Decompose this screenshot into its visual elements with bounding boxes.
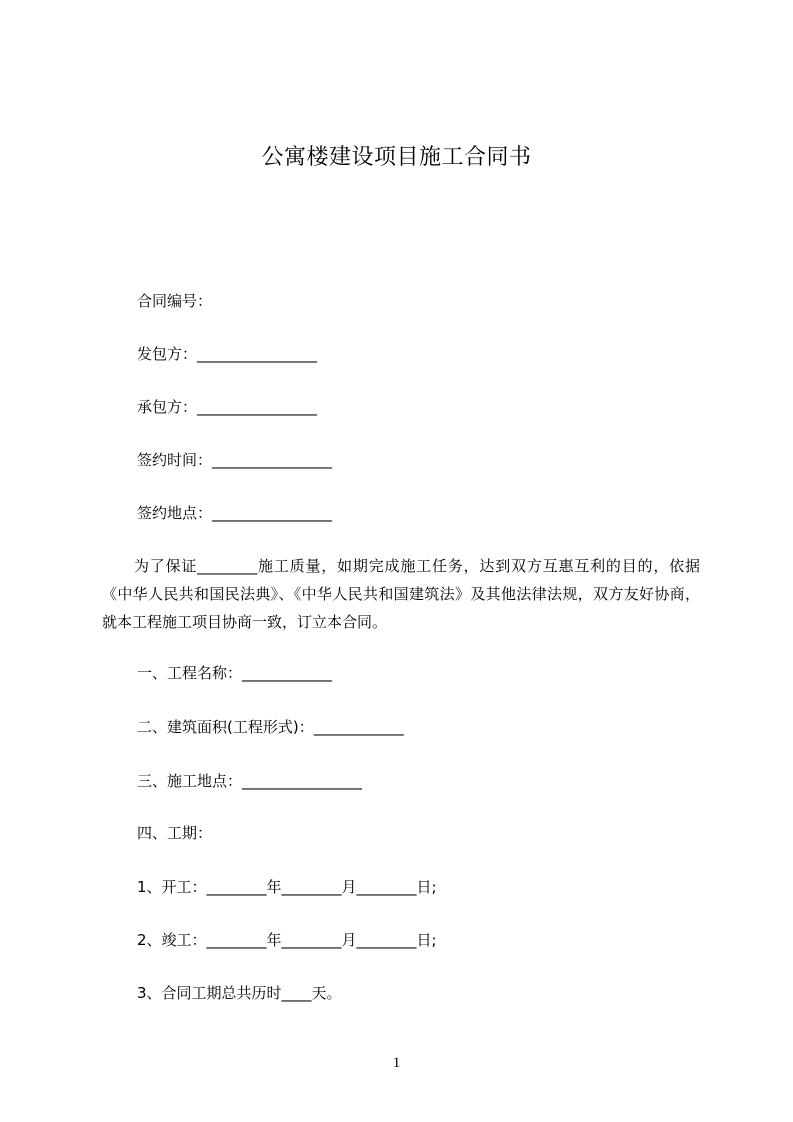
clause-start-date: 1、开工：________年________月________日; [137,878,437,896]
page-number: 1 [392,1055,401,1071]
signing-date-field: 签约时间：________________ [137,451,333,469]
signing-place-field: 签约地点：________________ [137,504,333,522]
contract-number-field: 合同编号： [137,292,213,310]
clause-duration-heading: 四、工期： [137,824,213,842]
document-title: 公寓楼建设项目施工合同书 [261,145,532,170]
contractor-field: 承包方：________________ [137,398,318,416]
clause-total-duration: 3、合同工期总共历时____天。 [137,984,342,1002]
employer-field: 发包方：________________ [137,345,318,363]
clause-project-name: 一、工程名称：____________ [137,664,333,682]
clause-construction-site: 三、施工地点：________________ [137,772,363,790]
intro-paragraph: 为了保证________施工质量，如期完成施工任务，达到双方互惠互利的目的，依据《中华人民共和国民法典》、《中华人民共和国建筑法》及其他法律法规，双方友好协商，就本工程施工项目协商一致，订立本合同。 [102,557,700,631]
clause-building-area: 二、建筑面积(工程形式)：____________ [137,718,404,736]
clause-completion-date: 2、竣工：________年________月________日; [137,931,437,949]
